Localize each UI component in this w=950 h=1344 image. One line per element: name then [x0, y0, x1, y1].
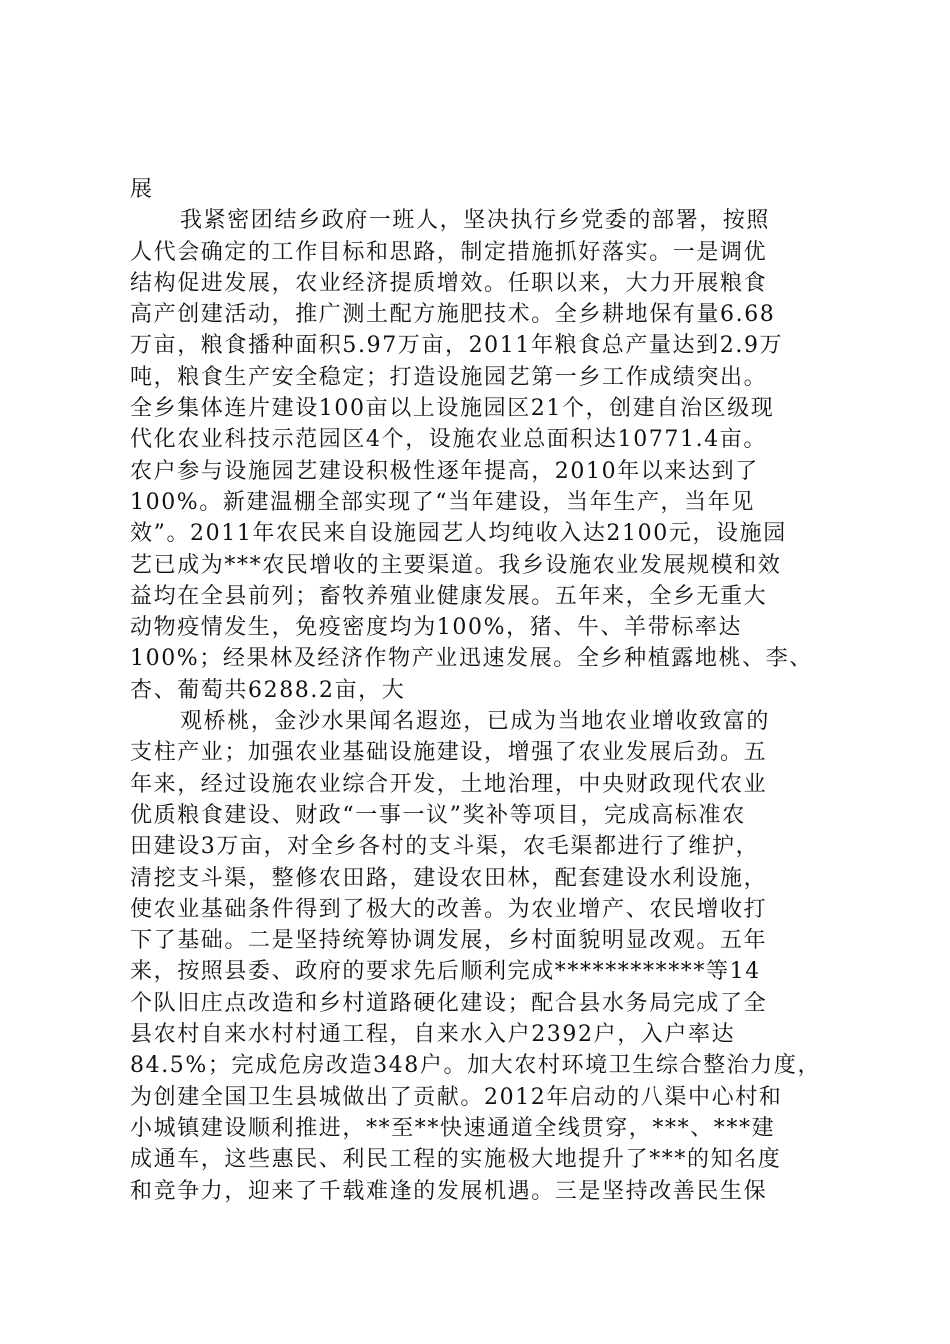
text-line: 小城镇建设顺利推进，**至**快速通道全线贯穿，***、***建: [130, 1115, 776, 1141]
text-line: 田建设3万亩，对全乡各村的支斗渠，农毛渠都进行了维护，: [130, 834, 760, 860]
text-line: 成通车，这些惠民、利民工程的实施极大地提升了***的知名度: [130, 1147, 782, 1173]
text-line: 县农村自来水村村通工程，自来水入户2392户，入户率达: [130, 1022, 736, 1048]
text-line: 下了基础。二是坚持统筹协调发展，乡村面貌明显改观。五年: [130, 928, 768, 954]
text-line: 农户参与设施园艺建设积极性逐年提高，2010年以来达到了: [130, 458, 759, 484]
text-line: 人代会确定的工作目标和思路，制定措施抓好落实。一是调优: [130, 239, 768, 265]
text-line: 使农业基础条件得到了极大的改善。为农业增产、农民增收打: [130, 896, 768, 922]
text-line: 优质粮食建设、财政“一事一议”奖补等项目，完成高标准农: [130, 802, 746, 828]
text-line: 万亩，粮食播种面积5.97万亩，2011年粮食总产量达到2.9万: [130, 333, 784, 359]
text-line: 杏、葡萄共6288.2亩，大: [130, 677, 406, 703]
document-body: [130, 174, 835, 1207]
text-line: 个队旧庄点改造和乡村道路硬化建设；配合县水务局完成了全: [130, 990, 768, 1016]
text-line: 代化农业科技示范园区4个，设施农业总面积达10771.4亩。: [130, 427, 767, 453]
text-line: 来，按照县委、政府的要求先后顺利完成************等14: [130, 959, 761, 985]
text-line: 和竞争力，迎来了千载难逢的发展机遇。三是坚持改善民生保: [130, 1178, 768, 1204]
text-line: 清挖支斗渠，整修农田路，建设农田林，配套建设水利设施，: [130, 865, 768, 891]
text-line: 100%。新建温棚全部实现了“当年建设，当年生产，当年见: [130, 489, 755, 515]
paragraph-first-line: 观桥桃，金沙水果闻名遐迩，已成为当地农业增收致富的: [180, 709, 771, 735]
text-line: 高产创建活动，推广测土配方施肥技术。全乡耕地保有量6.68: [130, 302, 776, 328]
text-line: 动物疫情发生，免疫密度均为100%，猪、牛、羊带标率达: [130, 615, 743, 641]
text-line: 效”。2011年农民来自设施园艺人均纯收入达2100元，设施园: [130, 521, 787, 547]
text-line: 为创建全国卫生县城做出了贡献。2012年启动的八渠中心村和: [130, 1084, 783, 1110]
text-line: 支柱产业；加强农业基础设施建设，增强了农业发展后劲。五: [130, 740, 768, 766]
paragraph-first-line: 我紧密团结乡政府一班人，坚决执行乡党委的部署，按照: [180, 208, 771, 234]
text-line: 结构促进发展，农业经济提质增效。任职以来，大力开展粮食: [130, 270, 768, 296]
text-line: 84.5%；完成危房改造348户。加大农村环境卫生综合整治力度，: [130, 1053, 822, 1079]
text-line: 年来，经过设施农业综合开发，土地治理，中央财政现代农业: [130, 771, 768, 797]
text-line: 益均在全县前列；畜牧养殖业健康发展。五年来，全乡无重大: [130, 583, 768, 609]
text-line: 展: [130, 177, 154, 202]
text-line: 100%；经果林及经济作物产业迅速发展。全乡种植露地桃、李、: [130, 646, 813, 672]
text-line: 艺已成为***农民增收的主要渠道。我乡设施农业发展规模和效: [130, 552, 782, 578]
text-line: 吨，粮食生产安全稳定；打造设施园艺第一乡工作成绩突出。: [130, 364, 768, 390]
text-line: 全乡集体连片建设100亩以上设施园区21个，创建自治区级现: [130, 396, 775, 422]
